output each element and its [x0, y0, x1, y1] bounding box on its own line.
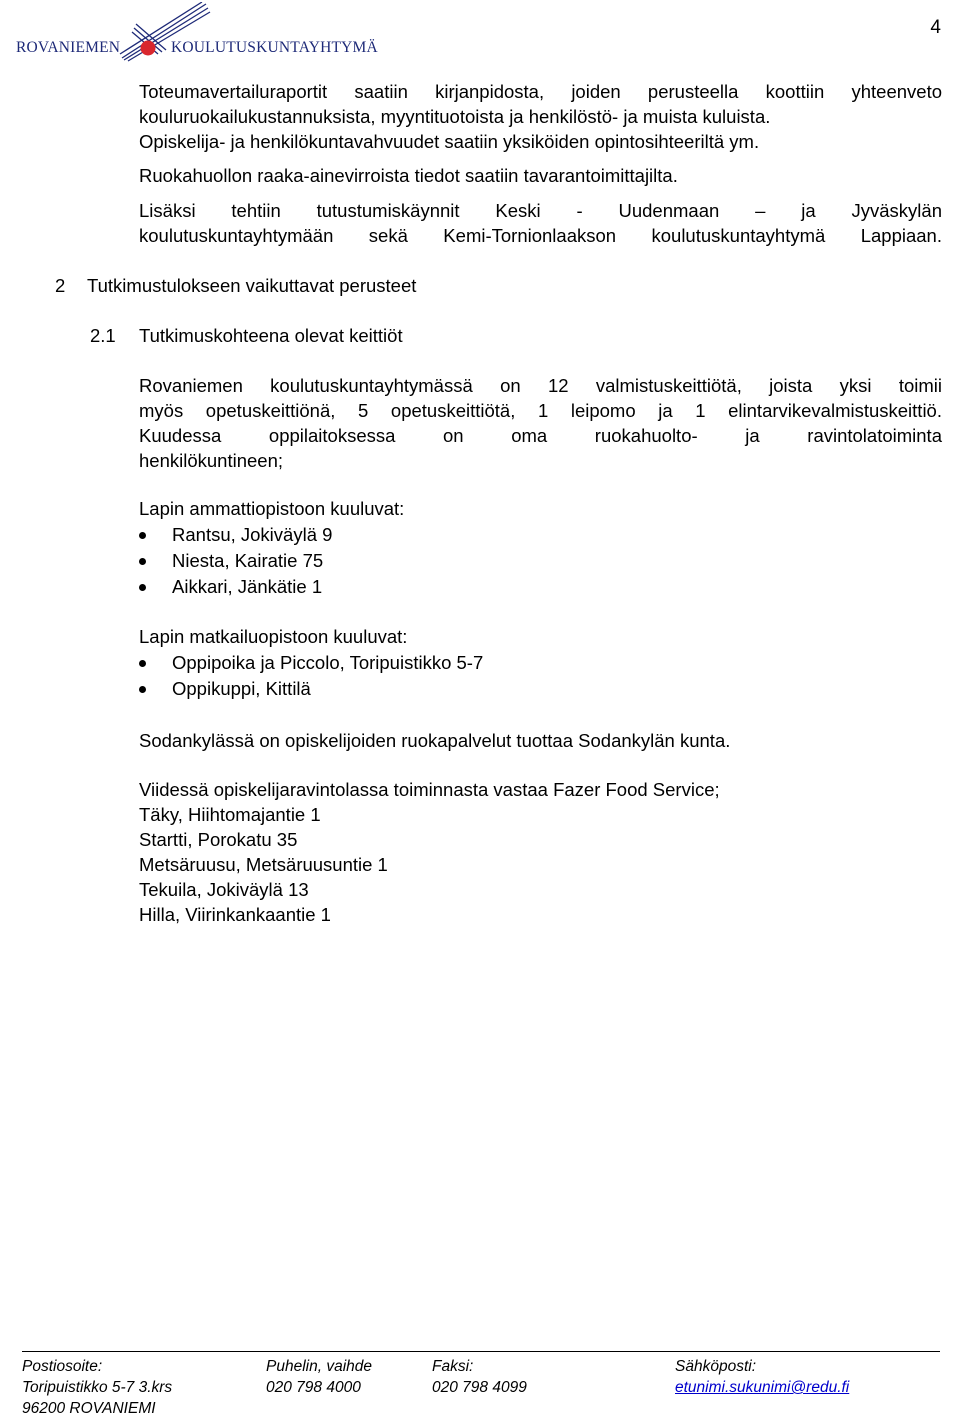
sodankyla-paragraph: Sodankylässä on opiskelijoiden ruokapalvelut tuottaa Sodankylän kunta.: [139, 730, 731, 751]
section-title: Tutkimuskohteena olevat keittiöt: [139, 325, 403, 346]
matkailuopisto-list: [139, 650, 942, 702]
section-number: 2.1: [90, 325, 116, 346]
text-line: Startti, Porokatu 35: [139, 829, 298, 850]
intro-paragraph-1: [139, 79, 942, 154]
matkailuopisto-heading: Lapin matkailuopistoon kuuluvat:: [139, 626, 408, 647]
footer-fax-label: Faksi:: [432, 1358, 474, 1375]
text-line: Metsäruusu, Metsäruusuntie 1: [139, 854, 388, 875]
logo-text-right: KOULUTUSKUNTAYHTYMÄ: [171, 39, 378, 56]
text-line: Opiskelija- ja henkilökuntavahvuudet saatiin yksiköiden opintosihteeriltä ym.: [139, 131, 760, 152]
list-item-text: Oppikuppi, Kittilä: [172, 678, 311, 699]
bullet-icon: [139, 584, 146, 591]
list-item: [139, 574, 942, 600]
text-line: myös opetuskeittiönä, 5 opetuskeittiötä, 1 leipomo ja 1 elintarvikevalmistuskeittiö.: [139, 400, 942, 421]
text-line: Lisäksi tehtiin tutustumiskäynnit Keski - Uudenmaan – ja Jyväskylän: [139, 200, 942, 221]
section-number: 2: [55, 275, 66, 296]
list-item-text: Niesta, Kairatie 75: [172, 550, 324, 571]
bullet-icon: [139, 660, 146, 667]
list-item-text: Aikkari, Jänkätie 1: [172, 576, 323, 597]
list-item: [139, 548, 942, 574]
ammattiopisto-list: [139, 522, 942, 600]
footer-email-link[interactable]: etunimi.sukunimi@redu.fi: [675, 1379, 850, 1396]
page-footer: [22, 1356, 940, 1416]
text-line: Kuudessa oppilaitoksessa on oma ruokahuolto- ja ravintolatoiminta: [139, 425, 942, 446]
footer-phone-label: Puhelin, vaihde: [266, 1358, 372, 1375]
section-heading-2: [55, 273, 417, 298]
ammattiopisto-heading: Lapin ammattiopistoon kuuluvat:: [139, 498, 405, 519]
list-item: [139, 650, 942, 676]
intro-paragraph-3: [139, 198, 942, 248]
text-line: kouluruokailukustannuksista, myyntituotoista ja henkilöstö- ja muista kuluista.: [139, 106, 771, 127]
fazer-paragraph: [139, 777, 942, 927]
bullet-icon: [139, 558, 146, 565]
footer-phone-number: 020 798 4000: [266, 1379, 361, 1396]
text-line: Toteumavertailuraportit saatiin kirjanpidosta, joiden perusteella koottiin yhteenveto: [139, 81, 942, 102]
text-line: henkilökuntineen;: [139, 450, 283, 471]
organization-logo: [16, 2, 378, 66]
text-line: Viidessä opiskelijaravintolassa toiminnasta vastaa Fazer Food Service;: [139, 779, 720, 800]
text-line: Rovaniemen koulutuskuntayhtymässä on 12 valmistuskeittiötä, joista yksi toimii: [139, 375, 942, 396]
footer-email: [675, 1356, 849, 1398]
text-line: Täky, Hiihtomajantie 1: [139, 804, 321, 825]
text-line: koulutuskuntayhtymään sekä Kemi-Tornionlaakson koulutuskuntayhtymä Lappiaan.: [139, 225, 942, 246]
footer-phone: [266, 1356, 372, 1398]
text-line: Hilla, Viirinkankaantie 1: [139, 904, 331, 925]
section-title: Tutkimustulokseen vaikuttavat perusteet: [87, 275, 417, 296]
bullet-icon: [139, 686, 146, 693]
list-item: [139, 522, 942, 548]
intro-paragraph-2: [139, 163, 942, 188]
footer-divider: [22, 1351, 940, 1352]
footer-address-line1: Toripuistikko 5-7 3.krs: [22, 1379, 173, 1396]
footer-fax: [432, 1356, 527, 1398]
footer-address-label: Postiosoite:: [22, 1358, 103, 1375]
list-item: [139, 676, 942, 702]
list-item-text: Rantsu, Jokiväylä 9: [172, 524, 333, 545]
list-item-text: Oppipoika ja Piccolo, Toripuistikko 5-7: [172, 652, 484, 673]
logo-arrow-mark: [114, 2, 214, 68]
footer-address: [22, 1356, 172, 1419]
footer-email-label: Sähköposti:: [675, 1358, 756, 1375]
page-number: 4: [930, 17, 941, 38]
text-line: Tekuila, Jokiväylä 13: [139, 879, 309, 900]
kitchens-paragraph: [139, 373, 942, 473]
text-line: Ruokahuollon raaka-ainevirroista tiedot saatiin tavarantoimittajilta.: [139, 165, 678, 186]
footer-address-line2: 96200 ROVANIEMI: [22, 1400, 156, 1417]
section-heading-2-1: [90, 323, 403, 348]
footer-fax-number: 020 798 4099: [432, 1379, 527, 1396]
logo-text-left: ROVANIEMEN: [16, 39, 121, 56]
bullet-icon: [139, 532, 146, 539]
